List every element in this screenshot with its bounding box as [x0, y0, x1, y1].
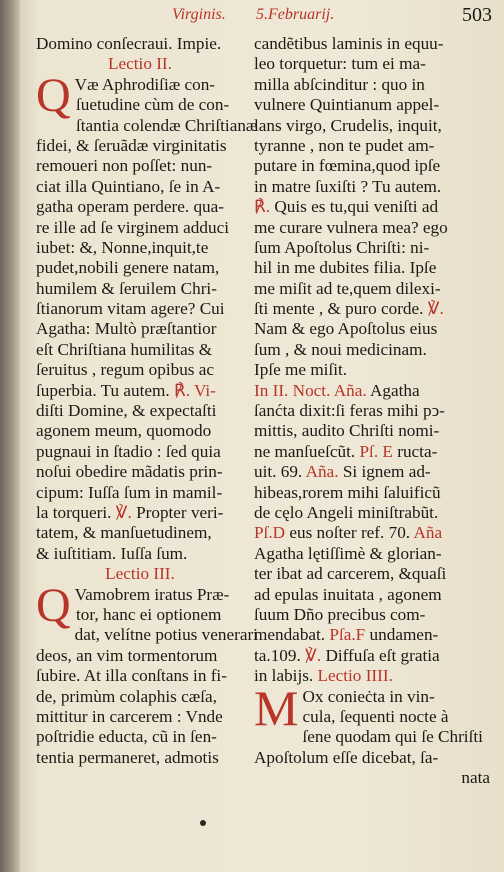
text-run: ſubire. At illa conſtans in fi-: [36, 666, 227, 686]
text-line: [254, 401, 490, 421]
text-line: [254, 360, 490, 380]
text-line: [36, 421, 244, 441]
text-run: & iuſtitiam. Iuſſa ſum.: [36, 543, 188, 563]
text-line: [36, 34, 244, 54]
drop-capital: M: [254, 679, 299, 736]
text-line: [36, 177, 244, 197]
text-run: hibeas,rorem mihi ſaluificũ: [254, 482, 441, 502]
text-run: tyranne , non te pudet am-: [254, 135, 435, 155]
text-run: Si ignem ad-: [338, 462, 431, 482]
text-line: [254, 156, 490, 176]
text-line: [36, 238, 244, 258]
text-line: [36, 666, 244, 686]
text-line: [36, 462, 244, 482]
text-run: Diffuſa eſt gratia: [321, 645, 440, 665]
right-text-column: [254, 34, 490, 788]
text-run: Domino conſecraui. Impie.: [36, 34, 222, 53]
text-run: Ipſe me miſit.: [254, 360, 348, 380]
text-line: [36, 360, 244, 380]
rubric-mark: In II. Noct. Aña.: [254, 380, 367, 400]
text-line: [254, 768, 490, 788]
text-run: mendabat.: [254, 625, 330, 645]
text-line: [254, 483, 490, 503]
text-run: milla abſcinditur : quo in: [254, 74, 425, 94]
rubric-mark: Aña.: [305, 462, 339, 482]
text-run: ſuum Dño precibus com-: [254, 604, 426, 624]
text-line: [254, 34, 490, 54]
drop-capital: Q: [36, 578, 71, 632]
text-run: Agatha: [366, 380, 420, 400]
text-run: ſeruitus , regum opibus ac: [36, 360, 215, 380]
text-run: diſti Domine, & expectaſti: [36, 401, 217, 421]
text-run: cipum: Iuſſa ſum in mamil-: [36, 482, 223, 502]
text-run: de cęlo Angeli miniſtrabũt.: [254, 502, 439, 522]
text-line: [254, 95, 490, 115]
text-run: ſum , & noui medicinam.: [254, 339, 427, 359]
text-run: ſtianorum vitam agere? Cui: [36, 299, 225, 319]
text-line: [254, 748, 490, 768]
text-line: [36, 483, 244, 503]
text-run: ne manſueſcũt.: [254, 441, 360, 461]
text-line: [36, 523, 244, 543]
rubric-mark: ℟.: [254, 197, 271, 217]
text-run: ſtantia colendæ Chriſtianæ: [76, 115, 258, 135]
text-run: Nam & ego Apoſtolus eius: [254, 319, 438, 339]
text-line: [36, 646, 244, 666]
text-run: ſuetudine cùm de con-: [76, 95, 230, 115]
text-run: mittitur in carcerem : Vnde: [36, 706, 223, 726]
text-run: eus noſter ref. 70.: [285, 523, 414, 543]
text-line: [254, 197, 490, 217]
text-run: lans virgo, Crudelis, inquit,: [254, 115, 442, 135]
text-run: in matre ſuxiſti ? Tu autem.: [254, 176, 442, 196]
text-line: [254, 75, 490, 95]
running-head-right: 5.Februarij.: [256, 6, 335, 23]
text-line: [254, 646, 490, 666]
text-run: tor, hanc ei optionem: [76, 604, 222, 624]
text-run: ter ibat ad carcerem, &quaſi: [254, 564, 447, 584]
text-run: dat, velítne potius venerari: [74, 625, 258, 645]
text-run: poſtridie educta, cũ in ſen-: [36, 727, 217, 747]
text-run: candẽtibus laminis in equu-: [254, 34, 444, 53]
text-line: [36, 381, 244, 401]
text-run: ad epulas inuitata , agonem: [254, 584, 442, 604]
text-line: [254, 625, 490, 645]
text-run: ſum Apoſtolus Chriſti: ni-: [254, 237, 430, 257]
text-line: [36, 503, 244, 523]
text-run: remoueri non poſſet: nun-: [36, 156, 213, 176]
text-line: [254, 503, 490, 523]
text-run: ſuperbia. Tu autem.: [36, 380, 174, 400]
text-run: de, primùm colaphis cæſa,: [36, 686, 217, 706]
text-line: [254, 319, 490, 339]
text-run: Apoſtolum eſſe dicebat, ſa-: [254, 747, 439, 767]
text-line: [254, 136, 490, 156]
text-line: [36, 279, 244, 299]
rubric-mark: Lectio IIII.: [317, 666, 393, 686]
text-line: [36, 727, 244, 747]
text-run: mittis, audito Chriſti nomi-: [254, 421, 440, 441]
text-run: Lectio III.: [105, 564, 175, 584]
text-run: tentia permaneret, admotis: [36, 747, 219, 767]
page-header: [0, 6, 504, 28]
text-run: hil in me dubites filia. Ipſe: [254, 258, 437, 278]
text-run: me miſit ad te,quem dilexi-: [254, 278, 441, 298]
text-run: leo torquetur: tum ei ma-: [254, 54, 426, 74]
text-run: Vamobrem iratus Præ-: [74, 584, 230, 604]
text-run: eſt Chriſtiana humilitas &: [36, 339, 213, 359]
text-run: putare in fœmina,quod ipſe: [254, 156, 441, 176]
text-run: re ille ad ſe virginem adduci: [36, 217, 229, 237]
text-line: [36, 544, 244, 564]
text-line: [36, 136, 244, 156]
text-run: ſanćta dixit:ſi feras mihi pↄ-: [254, 401, 445, 421]
rubric-mark: ℣.: [115, 502, 132, 522]
text-run: ſene quodam qui ſe Chriſti: [302, 727, 483, 747]
text-run: la torqueri.: [36, 502, 116, 522]
text-run: ta.109.: [254, 645, 306, 665]
text-run: cula, ſequenti nocte à: [302, 706, 449, 726]
text-line: [254, 585, 490, 605]
text-run: fidei, & ſeruãdæ virginitatis: [36, 135, 227, 155]
text-line: [254, 564, 490, 584]
left-text-column: [36, 34, 258, 768]
rubric-mark: Pſ. E: [359, 441, 393, 461]
rubric-mark: Pſa.F: [329, 625, 366, 645]
text-line: [254, 544, 490, 564]
drop-capital: Q: [36, 68, 71, 122]
text-run: pugnaui in ſtadio : ſed quia: [36, 441, 221, 461]
text-run: in labijs.: [254, 666, 318, 686]
text-run: Agatha lętiſſimè & glorian-: [254, 543, 442, 563]
text-line: [254, 421, 490, 441]
text-line: [254, 299, 490, 319]
text-line: [254, 523, 490, 543]
text-line: [36, 218, 244, 238]
text-line: [254, 54, 490, 74]
rubric-mark: ℣.: [427, 299, 444, 319]
text-run: uit. 69.: [254, 462, 306, 482]
text-run: me curare vulnera mea? ego: [254, 217, 448, 237]
text-run: tatem, & manſuetudinem,: [36, 523, 212, 543]
text-run: ructa-: [392, 441, 438, 461]
text-line: [254, 462, 490, 482]
page-number: 503: [462, 4, 492, 26]
text-line: [36, 401, 244, 421]
text-line: [254, 605, 490, 625]
text-run: gatha operam perdere. qua-: [36, 197, 225, 217]
text-line: [36, 319, 244, 339]
text-run: pudet,nobili genere natam,: [36, 258, 220, 278]
rubric-mark: Aña: [413, 523, 443, 543]
text-line: [36, 340, 244, 360]
text-line: [254, 340, 490, 360]
text-line: [254, 218, 490, 238]
text-line: [254, 258, 490, 278]
text-line: [36, 707, 244, 727]
text-line: [254, 279, 490, 299]
text-line: [254, 238, 490, 258]
text-line: [36, 197, 244, 217]
text-line: [254, 177, 490, 197]
text-line: [36, 299, 244, 319]
text-run: Ox conieċta in vin-: [302, 686, 435, 706]
text-run: iubet: &, Nonne,inquit,te: [36, 237, 209, 257]
text-run: Væ Aphrodiſiæ con-: [74, 74, 216, 94]
text-line: [254, 666, 490, 686]
text-line: [254, 442, 490, 462]
text-run: noſui obedire mãdatis prin-: [36, 462, 223, 482]
text-line: [36, 156, 244, 176]
text-run: Propter veri-: [131, 502, 224, 522]
rubric-mark: Pſ.D: [254, 523, 286, 543]
text-run: Lectio II.: [108, 54, 172, 74]
text-run: ciat illa Quintiano, ſe in A-: [36, 176, 221, 196]
running-head-left: Virginis.: [172, 6, 226, 23]
text-line: [36, 687, 244, 707]
book-spine: [0, 0, 20, 872]
text-run: Agatha: Multò præſtantior: [36, 319, 217, 339]
text-run: vulnere Quintianum appel-: [254, 95, 440, 115]
text-run: agonem meum, quomodo: [36, 421, 212, 441]
rubric-mark: ℣.: [305, 645, 322, 665]
text-line: [36, 748, 244, 768]
text-run: ſti mente , & puro corde.: [254, 299, 428, 319]
text-run: nata: [461, 768, 490, 788]
text-line: [36, 442, 244, 462]
text-line: [254, 381, 490, 401]
page-ornament-dot: [200, 820, 206, 826]
text-run: undamen-: [365, 625, 439, 645]
text-run: Quis es tu,qui veniſti ad: [270, 197, 439, 217]
text-run: deos, an vim tormentorum: [36, 645, 218, 665]
rubric-mark: ℟. Vi-: [173, 380, 216, 400]
text-line: [254, 116, 490, 136]
text-run: humilem & ſeruilem Chri-: [36, 278, 217, 298]
text-line: [36, 258, 244, 278]
